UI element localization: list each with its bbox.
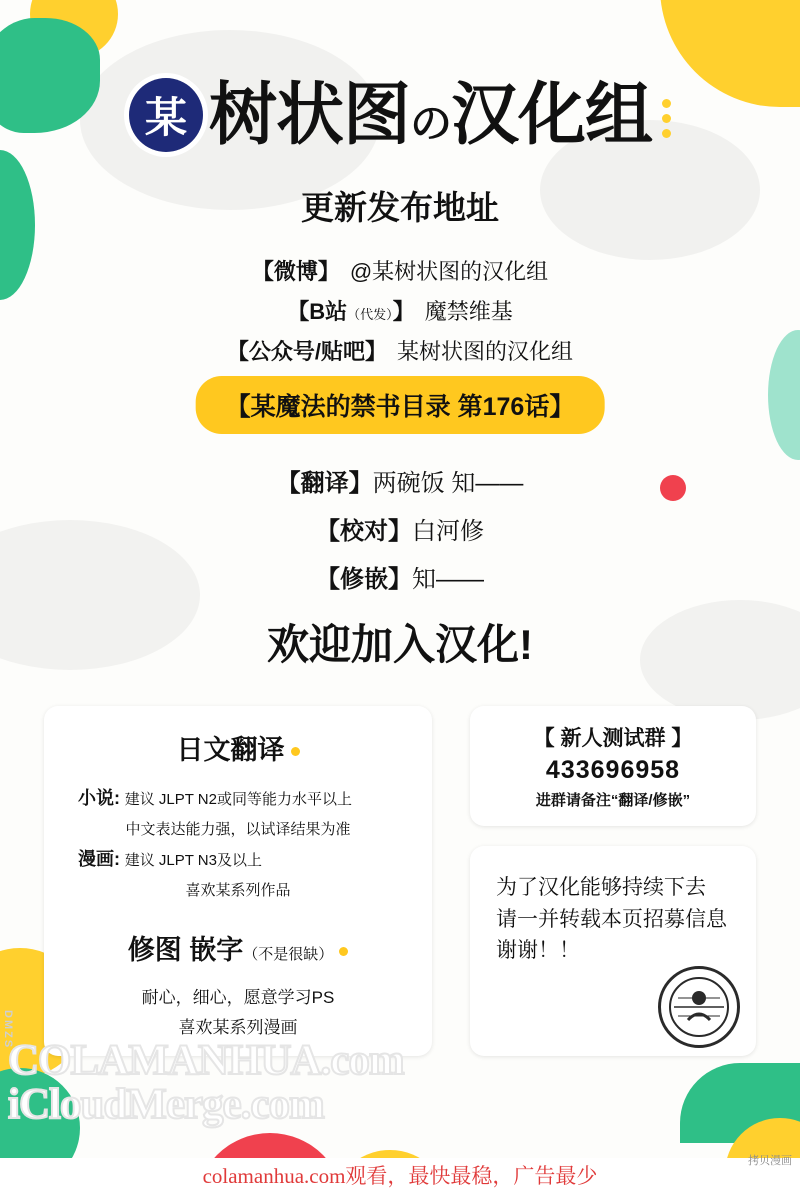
address-label: 【公众号/贴吧】 [226, 339, 388, 364]
welcome-highlight [257, 612, 543, 672]
poster-title [0, 78, 800, 152]
address-label-end: 】 [392, 299, 415, 324]
decor-dots-icon [662, 99, 671, 138]
title-no-text: の [409, 100, 451, 147]
address-row [0, 335, 800, 366]
recruit-edit-note: （不是很缺） [243, 946, 334, 963]
credit-row [0, 511, 800, 546]
address-note: （代发） [347, 307, 393, 322]
address-row [0, 255, 800, 286]
address-value: 某树状图的汉化组 [397, 339, 574, 364]
recruit-novel-row2 [44, 816, 432, 842]
notice-line-3: 谢谢！！ [496, 939, 580, 962]
address-label: 【微博】 [251, 259, 340, 284]
chapter-banner: 【某魔法的禁书目录 第176话】 [196, 376, 605, 434]
recruit-manga-row [44, 846, 432, 873]
recruit-edit-section [44, 906, 432, 981]
recruit-novel-line1: 建议 JLPT N2或同等能力水平以上 [124, 791, 352, 808]
credit-row [0, 559, 800, 594]
group-number: 433696958 [545, 756, 681, 784]
recruit-translate-title: 日文翻译 [177, 728, 300, 767]
subtitle-highlight [293, 182, 507, 229]
group-stamp-icon [658, 966, 740, 1048]
side-watermark: DMZS [2, 1010, 14, 1050]
group-card [470, 706, 756, 826]
recruit-edit-title-text: 修图 嵌字 [127, 935, 244, 965]
credits-list [0, 450, 800, 607]
notice-line-2: 请一并转载本页招募信息 [496, 907, 727, 931]
title-main-text: 树状图 [208, 77, 410, 153]
watermark-site-2: iCloudMerge.com [8, 1081, 324, 1128]
recruit-novel-row [44, 785, 432, 812]
title-tail-text: 汉化组 [451, 77, 653, 153]
credit-name: 白河修 [412, 518, 484, 545]
credit-role: 【翻译】 [276, 470, 373, 497]
title-text [208, 77, 653, 153]
welcome-text: 欢迎加入汉化! [267, 621, 533, 668]
address-row [0, 295, 800, 326]
recruit-edit-line2: 喜欢某系列漫画 [178, 1017, 298, 1037]
group-title: 【 新人测试群 】 [533, 727, 693, 750]
credit-row [0, 463, 800, 498]
credit-role: 【修嵌】 [316, 566, 412, 593]
recruit-novel-line2: 中文表达能力强，以试译结果为准 [125, 821, 351, 838]
recruit-manga-label: 漫画: [78, 848, 120, 869]
notice-text [470, 846, 756, 967]
title-badge: 某 [129, 78, 203, 152]
recruit-edit-title [128, 928, 349, 967]
recruit-manga-line2: 喜欢某系列作品 [185, 881, 291, 899]
subtitle-text: 更新发布地址 [301, 189, 499, 226]
address-list [0, 246, 800, 375]
group-info [470, 722, 756, 810]
recruit-card [44, 706, 432, 1056]
address-value: 魔禁维基 [424, 299, 513, 324]
watermark-site-1: COLAMANHUA.com [8, 1037, 404, 1084]
corner-watermark: 拷贝漫画 [748, 1155, 792, 1167]
recruit-novel-label: 小说: [78, 788, 120, 808]
welcome-row [0, 612, 800, 672]
recruit-manga-line1: 建议 JLPT N3及以上 [124, 851, 262, 869]
recruit-manga-row2 [44, 877, 432, 903]
recruit-edit-line1: 耐心，细心，愿意学习PS [141, 988, 335, 1007]
subtitle-row [0, 182, 800, 229]
address-label: 【B站 [287, 299, 348, 324]
notice-line-1: 为了汉化能够持续下去 [496, 876, 706, 899]
credit-name: 两碗饭 知—— [372, 470, 524, 497]
notice-card [470, 846, 756, 1056]
group-note: 进群请备注“翻译/修嵌” [535, 792, 691, 809]
recruit-translate-section [44, 706, 432, 781]
credit-role: 【校对】 [316, 518, 412, 545]
bottom-watermark-text: colamanhua.com观看，最快最稳，广告最少 [202, 1164, 598, 1188]
credit-name: 知—— [412, 566, 484, 593]
address-value: @某树状图的汉化组 [349, 259, 549, 284]
